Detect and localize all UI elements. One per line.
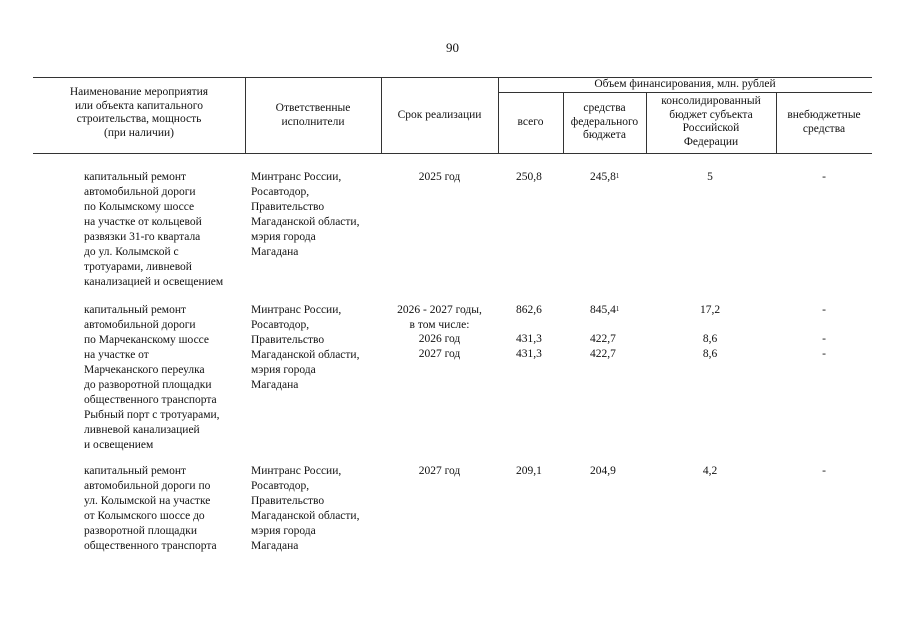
sub-row-federal: 422,7 [590, 333, 616, 345]
row-regional: 4,2 [702, 465, 718, 477]
header-financing: Объем финансирования, млн. рублей [594, 78, 776, 90]
row-extra: - [822, 304, 826, 316]
sub-row-total: 431,3 [516, 348, 542, 360]
sub-row-period: 2026 год [418, 333, 461, 345]
federal-value: 845,4 [590, 304, 616, 316]
header-name: Наименование мероприятия или объекта капитального строительства, мощность (при наличии) [69, 86, 209, 139]
row-total: 250,8 [516, 171, 542, 183]
row-name: капитальный ремонт автомобильной дороги по ул. Колымской на участке от Колымского шоссе до разворотной площадки общественного транспорта [84, 465, 217, 552]
row-federal [590, 170, 619, 185]
sub-row-period: 2027 год [418, 348, 461, 360]
header-bottom-border [33, 153, 872, 154]
row-regional: 5 [707, 171, 713, 183]
row-period: 2027 год [418, 465, 461, 477]
row-total: 209,1 [516, 465, 542, 477]
row-executors: Минтранс России, Росавтодор, Правительство Магаданской области, мэрия города Магадана [251, 171, 360, 258]
header-regional: консолидированный бюджет субъекта Российской Федерации [661, 95, 761, 148]
row-federal [590, 303, 619, 318]
row-federal: 204,9 [590, 465, 616, 477]
row-period: 2026 - 2027 годы, в том числе: [397, 304, 482, 331]
row-regional: 17,2 [699, 304, 721, 316]
header-total: всего [517, 116, 544, 128]
row-executors: Минтранс России, Росавтодор, Правительство Магаданской области, мэрия города Магадана [251, 304, 360, 391]
sub-row-federal: 422,7 [590, 348, 616, 360]
sub-row-extra: - [822, 348, 826, 360]
sub-row-extra: - [822, 333, 826, 345]
footnote-mark: 1 [615, 172, 620, 180]
row-name: капитальный ремонт автомобильной дороги по Марчеканскому шоссе на участке от Марчеканского переулка до разворотной площадки общественного транспорта Рыбный порт с тротуарами, ливневой канализацией и освещением [84, 304, 220, 451]
row-extra: - [822, 171, 826, 183]
federal-value: 245,8 [590, 171, 616, 183]
footnote-mark: 1 [615, 305, 620, 313]
page-number: 90 [446, 40, 459, 55]
header-federal: средства федерального бюджета [570, 102, 639, 141]
header-executors: Ответственные исполнители [275, 102, 351, 128]
row-executors: Минтранс России, Росавтодор, Правительство Магаданской области, мэрия города Магадана [251, 465, 360, 552]
row-period: 2025 год [418, 171, 461, 183]
header-period: Срок реализации [397, 109, 482, 121]
financing-divider [498, 92, 872, 93]
header-extra: внебюджетные средства [787, 109, 861, 135]
sub-row-total: 431,3 [516, 333, 542, 345]
row-name: капитальный ремонт автомобильной дороги по Колымскому шоссе на участке от кольцевой развязки 31-го квартала до ул. Колымской с тротуарами, ливневой канализацией и освещением [84, 171, 224, 288]
row-extra: - [822, 465, 826, 477]
sub-row-regional: 8,6 [702, 348, 718, 360]
row-total: 862,6 [516, 304, 542, 316]
sub-row-regional: 8,6 [702, 333, 718, 345]
